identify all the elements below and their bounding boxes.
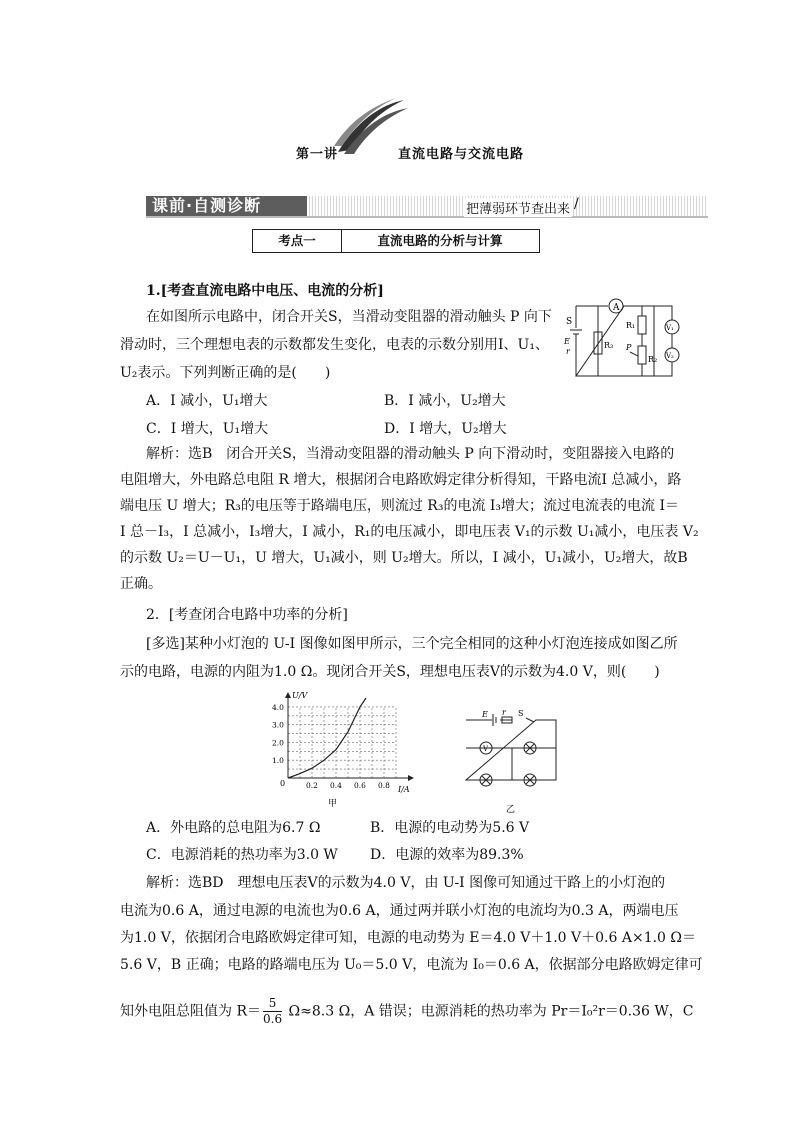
x-tick-label: 0.6 (354, 781, 366, 790)
q2-solution-line3: 为1.0 V，依据闭合电路欧姆定律可知，电源的电动势为 E＝4.0 V＋1.0 V＋0.6 A×1.0 Ω＝ (120, 930, 697, 946)
q1-solution-line6: 正确。 (120, 576, 162, 592)
v1-label: V₁ (666, 324, 674, 332)
chart-caption: 甲 (328, 799, 338, 809)
ammeter-label: A (613, 303, 620, 313)
q1-stem-line3: U₂表示。下列判断正确的是( ) (120, 365, 331, 381)
q2-option-d: D．电源的效率为89.3% (370, 847, 524, 863)
fraction-denominator: 0.6 (263, 1012, 283, 1026)
q1-circuit-diagram (562, 296, 692, 386)
switch-label: S (566, 317, 573, 327)
q2-solution-line5-pre: 知外电阻总阻值为 R＝ (120, 1003, 261, 1020)
fraction-numerator: 5 (263, 996, 282, 1012)
y-tick-label: 1.0 (272, 756, 284, 766)
y-axis-label: U/V (292, 691, 308, 700)
r1-label: R₁ (626, 321, 636, 330)
chapter-title: 直流电路与交流电路 (398, 147, 525, 162)
x-axis-arrow-icon (408, 775, 414, 781)
q1-option-d: D．I 增大，U₂增大 (384, 421, 507, 437)
topic-title: 直流电路的分析与计算 (377, 233, 503, 248)
q1-solution-line1: 解析：选B 闭合开关S，当滑动变阻器的滑动触头 P 向下滑动时，变阻器接入电路的 (146, 446, 675, 462)
q1-solution-line3: 端电压 U 增大；R₃的电压等于路端电压，则流过 R₃的电流 I₃增大；流过电流表的电流 I＝ (120, 498, 680, 514)
y-axis-arrow-icon (285, 692, 291, 698)
q2-stem-line2: 示的电路，电源的内阻为1.0 Ω。现闭合开关S，理想电压表V的示数为4.0 V，则( ) (120, 664, 660, 680)
circuit2-caption: 乙 (506, 805, 516, 815)
chart-grid (288, 707, 396, 778)
banner-label: 课前·自测诊断 (146, 196, 307, 216)
q2-solution-line4: 5.6 V，B 正确；电路的路端电压为 U₀＝5.0 V，电流为 I₀＝0.6 A，依据部分电路欧姆定律可 (120, 957, 703, 973)
y-tick-label: 3.0 (272, 720, 284, 730)
x-tick-label: 0.8 (378, 781, 390, 790)
x-tick-label: 0.2 (306, 781, 318, 790)
fraction (263, 996, 282, 1027)
q1-solution-line4: I 总－I₃，I 总减小，I₃增大，I 减小，R₁的电压减小，即电压表 V₁的示数 U₁减小，电压表 V₂ (120, 524, 699, 540)
q2-solution-line1: 解析：选BD 理想电压表V的示数为4.0 V，由 U-I 图像可知通过干路上的小灯泡的 (146, 875, 666, 891)
x-axis-label: I/A (398, 785, 410, 794)
slash-decoration: / (574, 196, 579, 212)
q1-solution-line5: 的示数 U₂＝U－U₁，U 增大，U₁减小，则 U₂增大。所以，I 减小，U₁减小，U₂增大，故B (120, 550, 688, 566)
q1-option-a: A．I 减小，U₁增大 (146, 393, 268, 409)
q2-solution-line5 (120, 996, 694, 1027)
q1-heading: 1.[考查直流电路中电压、电流的分析] (146, 283, 384, 299)
q2-stem-line1: [多选]某种小灯泡的 U-I 图像如图甲所示，三个完全相同的这种小灯泡连接成如图乙所 (146, 636, 678, 652)
x-tick-label: 0.4 (330, 781, 342, 790)
y-tick-label: 2.0 (272, 738, 284, 748)
emf-label-2: E (482, 710, 488, 719)
q2-option-b: B．电源的电动势为5.6 V (370, 820, 530, 836)
q1-option-b: B．I 减小，U₂增大 (384, 393, 506, 409)
q2-option-a: A．外电路的总电阻为6.7 Ω (146, 820, 321, 836)
r3-label: R₃ (604, 341, 614, 350)
topic-label: 考点一 (253, 230, 342, 252)
voltmeter-label: V (483, 745, 489, 753)
section-banner (146, 196, 708, 218)
q2-option-c: C．电源消耗的热功率为3.0 W (146, 847, 338, 863)
internal-r-label-2: r (502, 708, 506, 717)
slider-p-label: P (626, 343, 632, 352)
internal-r-label: r (566, 347, 570, 356)
v2-label: V₂ (666, 352, 674, 360)
emf-label: E (564, 337, 570, 346)
q2-solution-line2: 电流为0.6 A，通过电源的电流也为0.6 A，通过两并联小灯泡的电流均为0.3 A，两端电压 (120, 903, 679, 919)
topic-box (252, 229, 540, 253)
lecture-number: 第一讲 (296, 147, 339, 162)
banner-slogan: 把薄弱环节查出来 (464, 198, 572, 217)
switch-label-2: S (518, 709, 524, 718)
q2-solution-line5-post: Ω≈8.3 Ω，A 错误；电源消耗的热功率为 Pr＝I₀²r＝0.36 W，C (284, 1003, 694, 1020)
y-tick-label: 4.0 (272, 702, 284, 712)
q2-heading: 2．[考查闭合电路中功率的分析] (146, 607, 348, 623)
q2-circuit-diagram (456, 708, 566, 818)
ui-graph-chart (262, 688, 422, 812)
title-row (0, 143, 794, 165)
q1-stem-line1: 在如图所示电路中，闭合开关S，当滑动变阻器的滑动触头 P 向下 (146, 309, 552, 325)
q1-solution-line2: 电阻增大，外电路总电阻 R 增大，根据闭合电路欧姆定律分析得知，干路电流I 总减小，路 (120, 472, 682, 488)
q1-stem-line2: 滑动时，三个理想电表的示数都发生变化，电表的示数分别用I、U₁、 (120, 337, 549, 353)
origin-label: 0 (280, 779, 286, 788)
q1-option-c: C．I 增大，U₁增大 (146, 421, 269, 437)
r2-label: R₂ (648, 355, 658, 364)
